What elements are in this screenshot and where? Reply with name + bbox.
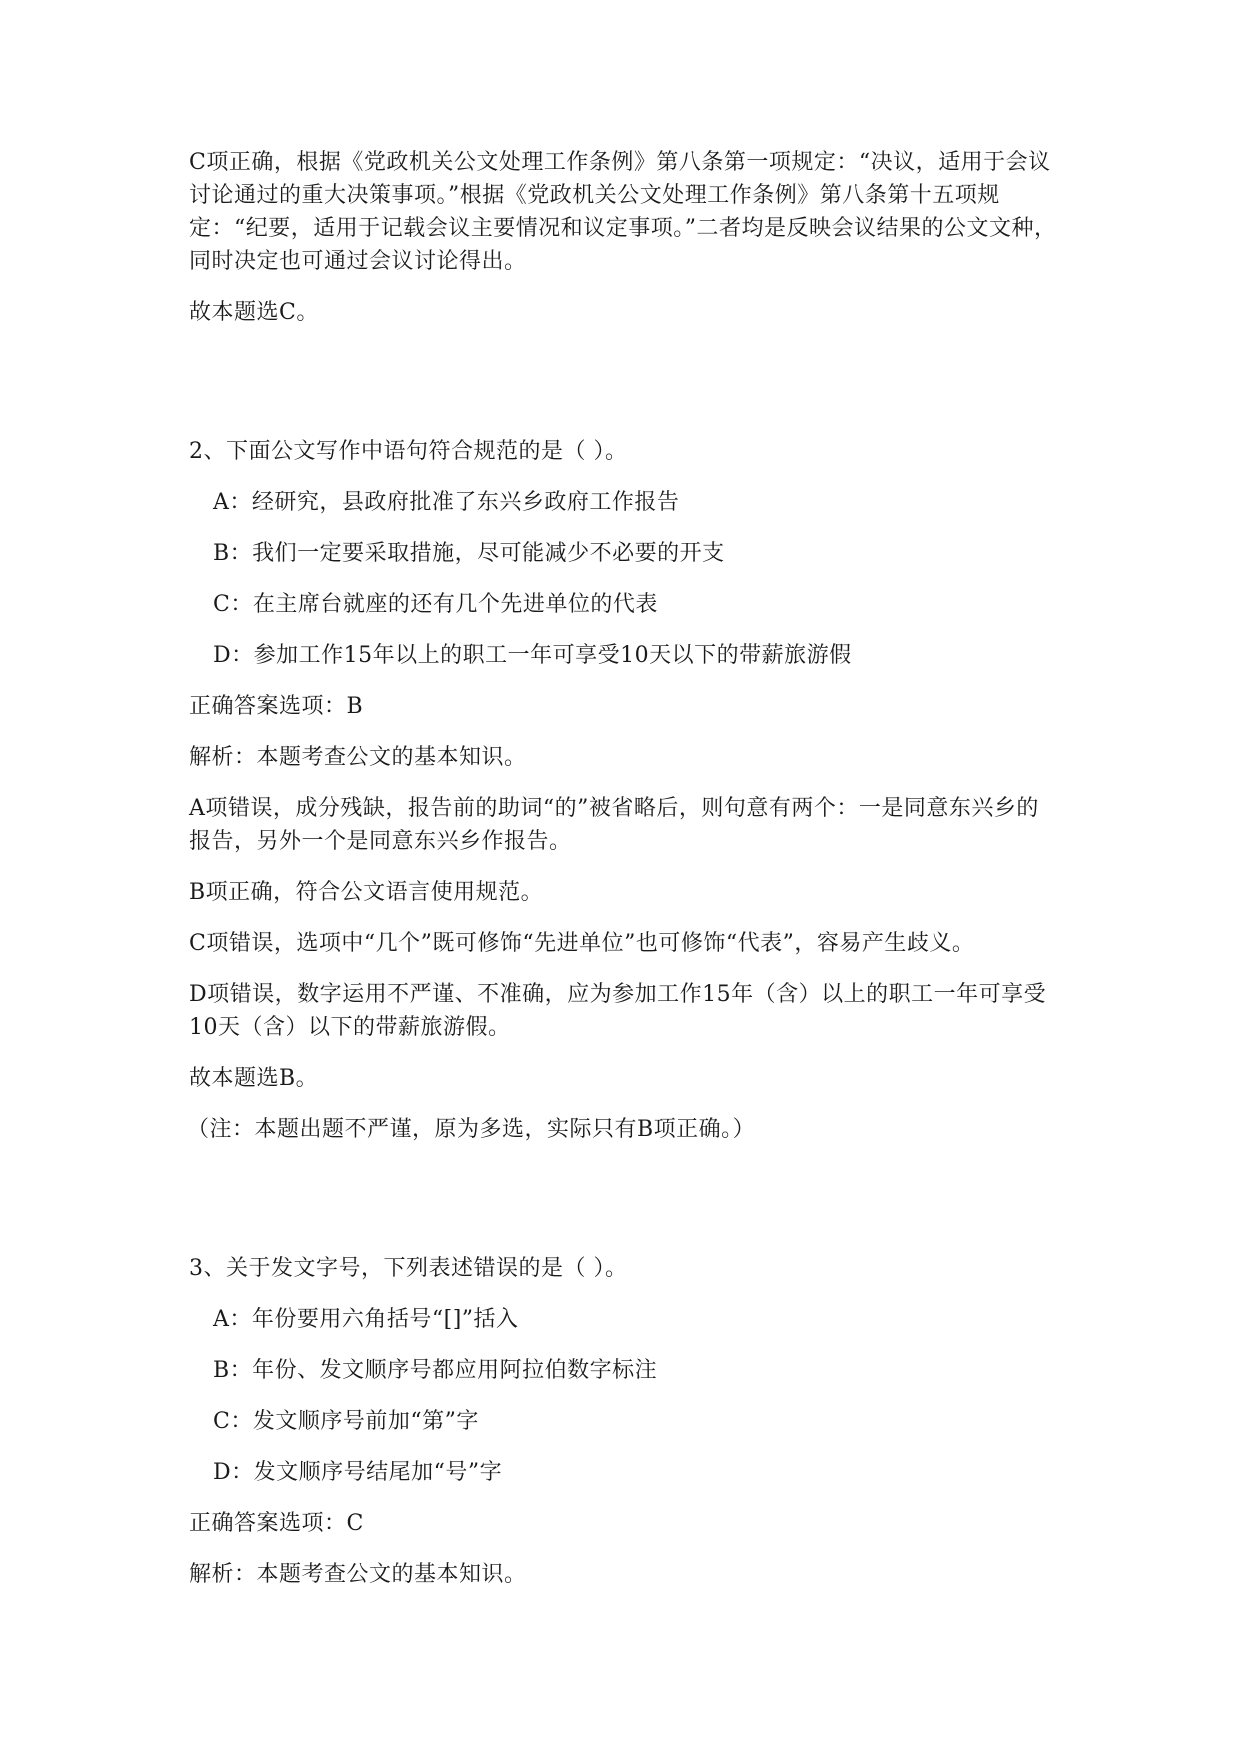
q2-analysis-a: A项错误，成分残缺，报告前的助词“的”被省略后，则句意有两个：一是同意东兴乡的报告，另外一个是同意东兴乡作报告。 [189, 796, 1039, 854]
section-gap [189, 347, 1059, 435]
document-page [189, 146, 1059, 1609]
q3-analysis-intro: 解析：本题考查公文的基本知识。 [189, 1562, 527, 1587]
q2-option-c: C：在主席台就座的还有几个先进单位的代表 [213, 592, 658, 617]
q2-analysis-c: C项错误，选项中“几个”既可修饰“先进单位”也可修饰“代表”，容易产生歧义。 [189, 931, 975, 956]
q1-conclusion: 故本题选C。 [189, 300, 319, 325]
q2-answer: 正确答案选项：B [189, 694, 364, 719]
q3-question: 3、关于发文字号，下列表述错误的是（ ）。 [189, 1256, 628, 1281]
section-gap [189, 1164, 1059, 1252]
q3-option-b: B：年份、发文顺序号都应用阿拉伯数字标注 [213, 1358, 658, 1383]
q1-explanation-c: C项正确，根据《党政机关公文处理工作条例》第八条第一项规定：“决议，适用于会议讨论通过的重大决策事项。”根据《党政机关公文处理工作条例》第八条第十五项规定：“纪要，适用于记载会议主要情况和议定事项。”二者均是反映会议结果的公文文种，同时决定也可通过会议讨论得出。 [189, 150, 1057, 274]
q2-analysis-b: B项正确，符合公文语言使用规范。 [189, 880, 544, 905]
q2-note: （注：本题出题不严谨，原为多选，实际只有B项正确。） [187, 1117, 756, 1142]
q2-option-b: B：我们一定要采取措施，尽可能减少不必要的开支 [213, 541, 725, 566]
q2-conclusion: 故本题选B。 [189, 1066, 319, 1091]
q3-option-d: D：发文顺序号结尾加“号”字 [213, 1460, 503, 1485]
q3-option-a: A：年份要用六角括号“[]”括入 [213, 1307, 519, 1332]
q2-analysis-d: D项错误，数字运用不严谨、不准确，应为参加工作15年（含）以上的职工一年可享受10天（含）以下的带薪旅游假。 [189, 982, 1047, 1040]
q2-analysis-intro: 解析：本题考查公文的基本知识。 [189, 745, 527, 770]
q3-option-c: C：发文顺序号前加“第”字 [213, 1409, 479, 1434]
q2-question: 2、下面公文写作中语句符合规范的是（ ）。 [189, 439, 628, 464]
q2-option-a: A：经研究，县政府批准了东兴乡政府工作报告 [213, 490, 680, 515]
q3-answer: 正确答案选项：C [189, 1511, 364, 1536]
q2-option-d: D：参加工作15年以上的职工一年可享受10天以下的带薪旅游假 [213, 643, 852, 668]
